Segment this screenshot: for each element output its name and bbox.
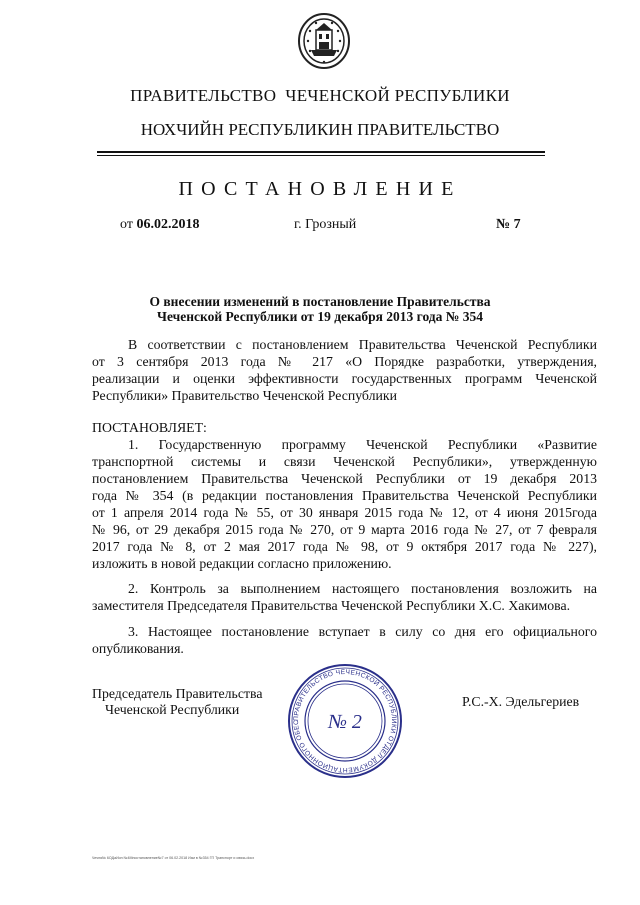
stamp-number: № 2 [328, 711, 362, 733]
text-line: 3. Настоящее постановление вступает в силу со дня его официального [128, 624, 597, 639]
file-path-footer: Чечня№ 6ОДаИон №4Мпостановление№7 от 06.02.2018 Изм в №354 ГП Транспорт и связь.docx [92, 856, 255, 860]
document-date [120, 217, 199, 233]
document-type: ПОСТАНОВЛЕНИЕ [178, 178, 462, 200]
decree-word: ПОСТАНОВЛЯЕТ: [92, 420, 207, 435]
text-line: опубликования. [92, 641, 184, 656]
subject-line: О внесении изменений в постановление Правительства [149, 294, 491, 309]
government-title-ce: НОХЧИЙН РЕСПУБЛИКИН ПРАВИТЕЛЬСТВО [140, 120, 500, 139]
text-line: 2017 года № 8, от 2 мая 2017 года № 98, от 9 октября 2017 года № 227), [92, 539, 597, 554]
stamp-ring-text: ПРАВИТЕЛЬСТВО ЧЕЧЕНСКОЙ РЕСПУБЛИКИ ОТДЕЛ ДОКУМЕНТАЦИОННОГО ОБЕС [292, 668, 398, 774]
document-subject [0, 294, 640, 324]
official-stamp [286, 662, 404, 780]
text-line: постановлением Правительства Чеченской Республики от 19 декабря 2013 [92, 471, 597, 486]
position-line: Чеченской Республики [105, 702, 240, 717]
text-line: от 3 сентября 2013 года № 217 «О Порядке разработки, утверждения, [92, 354, 597, 369]
signatory-name: Р.С.-Х. Эдельгериев [462, 694, 580, 709]
government-title-ru: ПРАВИТЕЛЬСТВО ЧЕЧЕНСКОЙ РЕСПУБЛИКИ [130, 86, 510, 105]
document-city: г. Грозный [294, 217, 357, 232]
preamble-paragraph [92, 336, 597, 404]
header-divider-thin [97, 155, 545, 156]
item-3-paragraph [92, 623, 597, 657]
date-value: 06.02.2018 [136, 217, 200, 232]
header-divider [97, 151, 545, 153]
text-line: Республики» Правительство Чеченской Республики [92, 388, 397, 403]
emblem-icon [297, 12, 351, 70]
signatory-position [92, 686, 262, 718]
date-prefix: от [120, 217, 137, 232]
text-line: изложить в новой редакции согласно приложению. [92, 556, 392, 571]
text-line: 1. Государственную программу Чеченской Республики «Развитие [128, 437, 597, 452]
text-line: реализации и оценки эффективности государственных программ Чеченской [92, 371, 597, 386]
text-line: от 1 апреля 2014 года № 55, от 30 января 2015 года № 12, от 4 июня 2015года [92, 505, 597, 520]
text-line: года № 354 (в редакции постановления Правительства Чеченской Республики [92, 488, 597, 503]
text-line: 2. Контроль за выполнением настоящего постановления возложить на [128, 581, 597, 596]
subject-line: Чеченской Республики от 19 декабря 2013 года № 354 [157, 309, 483, 324]
item-2-paragraph [92, 580, 597, 614]
document-number: № 7 [496, 217, 521, 232]
text-line: № 96, от 29 декабря 2015 года № 270, от 9 марта 2016 года № 27, от 7 февраля [92, 522, 597, 537]
text-line: В соответствии с постановлением Правительства Чеченской Республики [128, 337, 597, 352]
position-line: Председатель Правительства [92, 686, 263, 701]
text-line: транспортной системы и связи Чеченской Республики», утвержденную [92, 454, 597, 469]
text-line: заместителя Председателя Правительства Чеченской Республики Х.С. Хакимова. [92, 598, 571, 613]
item-1-paragraph [92, 436, 597, 572]
